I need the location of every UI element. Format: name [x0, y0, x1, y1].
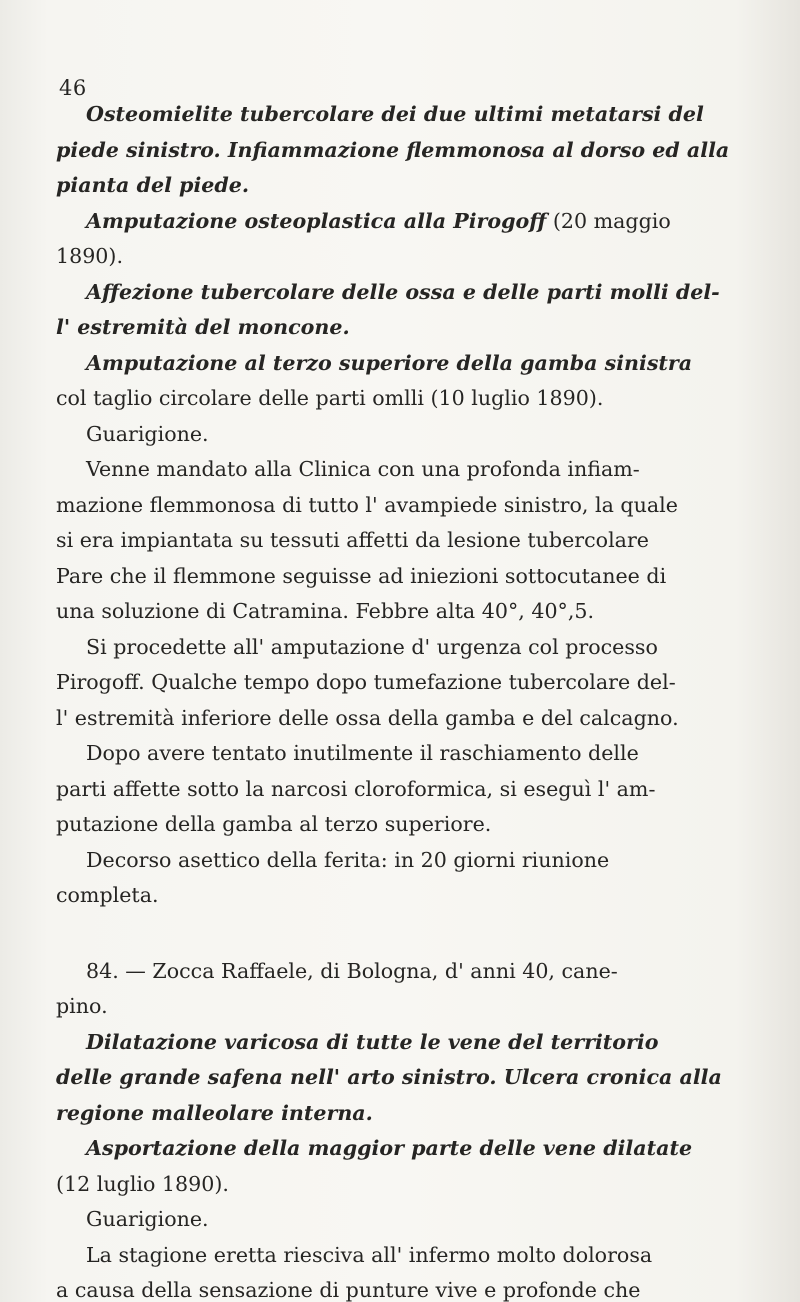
text-line: 84. — Zocca Raffaele, di Bologna, d' anni 40, cane-	[86, 958, 618, 983]
text-line: l' estremità inferiore delle ossa della gamba e del calcagno.	[56, 705, 679, 730]
text-line: Amputazione al terzo superiore della gamba sinistra	[86, 350, 693, 375]
text-line: Dopo avere tentato inutilmente il raschiamento delle	[86, 741, 639, 765]
text-line: putazione della gamba al terzo superiore.	[56, 812, 492, 836]
text-line: Pirogoff. Qualche tempo dopo tumefazione tubercolare del-	[56, 670, 676, 694]
text-line: La stagione eretta riesciva all' infermo molto dolorosa	[86, 1242, 653, 1267]
text-line: Guarigione.	[86, 421, 209, 446]
text-line: piede sinistro. Infiammazione flemmonosa al dorso ed alla	[56, 137, 730, 162]
text-line: Si procedette all' amputazione d' urgenza col processo	[86, 634, 658, 659]
text-line: regione malleolare interna.	[56, 1100, 373, 1125]
text-line: si era impiantata su tessuti affetti da lesione tubercolare	[56, 528, 649, 552]
text-line: Asportazione della maggior parte delle vene dilatate	[86, 1136, 693, 1160]
text-line: una soluzione di Catramina. Febbre alta 40°, 40°,5.	[56, 599, 595, 623]
text-line: Venne mandato alla Clinica con una profonda infiam-	[86, 457, 640, 481]
text-line: parti affette sotto la narcosi cloroformica, si eseguì l' am-	[56, 776, 656, 801]
text-line: delle grande safena nell' arto sinistro. Ulcera cronica alla	[56, 1065, 722, 1089]
text-line: Affezione tubercolare delle ossa e delle parti molli del-	[86, 279, 720, 304]
case-84	[56, 954, 768, 1302]
text-line: pianta del piede.	[56, 173, 250, 197]
text-line-roman: (20 maggio	[546, 208, 671, 233]
text-line: (12 luglio 1890).	[56, 1171, 229, 1196]
case-83-continuation	[56, 97, 768, 914]
paragraph-gap	[56, 914, 768, 954]
page-number: 46	[59, 76, 87, 100]
body-text	[56, 97, 768, 1302]
text-line: pino.	[56, 994, 108, 1018]
text-line: Osteomielite tubercolare dei due ultimi metatarsi del	[86, 102, 704, 126]
text-line: col taglio circolare delle parti omlli (10 luglio 1890).	[56, 386, 604, 410]
text-line: l' estremità del moncone.	[56, 315, 350, 339]
text-line: Guarigione.	[86, 1207, 209, 1231]
text-line: mazione flemmonosa di tutto l' avampiede sinistro, la quale	[56, 492, 678, 517]
text-line: Pare che il flemmone seguisse ad iniezioni sottocutanee di	[56, 563, 667, 588]
text-line	[56, 204, 768, 240]
text-line: Dilatazione varicosa di tutte le vene del territorio	[86, 1029, 659, 1054]
text-line-italic: Amputazione osteoplastica alla Pirogoff	[86, 208, 547, 233]
text-line: 1890).	[56, 244, 123, 268]
text-line: Decorso asettico della ferita: in 20 giorni riunione	[86, 847, 610, 872]
text-line: a causa della sensazione di punture vive e profonde che	[56, 1278, 641, 1302]
text-line: completa.	[56, 883, 159, 907]
